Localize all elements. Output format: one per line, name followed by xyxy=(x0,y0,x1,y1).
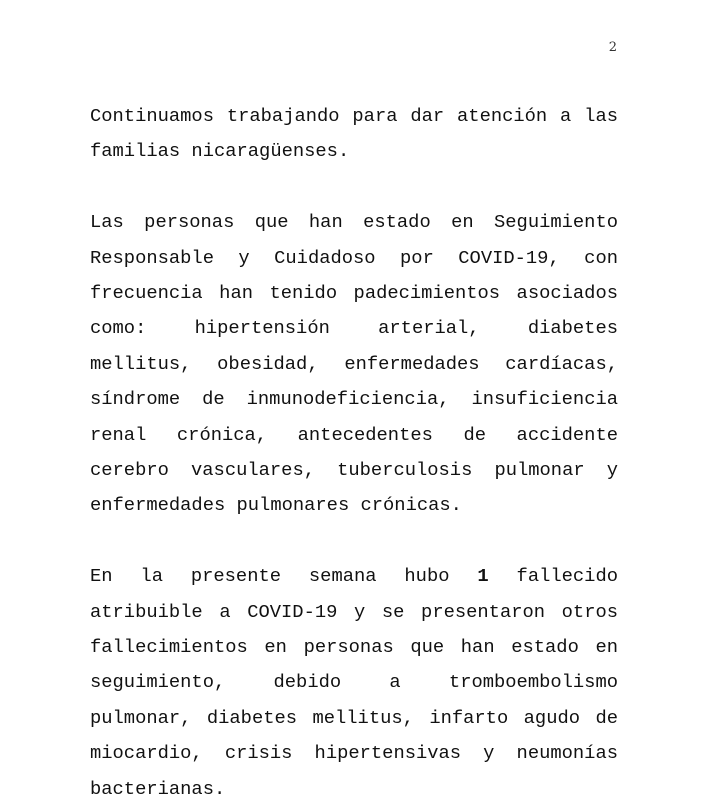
paragraph-deaths xyxy=(90,559,618,807)
death-count: 1 xyxy=(477,565,489,588)
deaths-text-start: En la presente semana hubo xyxy=(90,565,478,588)
page-number: 2 xyxy=(608,40,617,55)
paragraph-intro: Continuamos trabajando para dar atención a las familias nicaragüenses. xyxy=(90,105,618,163)
document-body xyxy=(90,99,618,807)
paragraph-comorbidities: Las personas que han estado en Seguimiento Responsable y Cuidadoso por COVID-19, con frecuencia han tenido padecimientos asociados como: hipertensión arterial, diabetes mellitus, obesidad, enfermedades cardíacas, síndrome de inmunodeficiencia, insuficiencia renal crónica, antecedentes de accidente cerebro vasculares, tuberculosis pulmonar y enfermedades pulmonares crónicas. xyxy=(90,211,618,517)
deaths-text-end: fallecido atribuible a COVID-19 y se presentaron otros fallecimientos en personas que han estado en seguimiento, debido a tromboembolismo pulmonar, diabetes mellitus, infarto agudo de miocardio, crisis hipertensivas y neumonías bacterianas. xyxy=(90,565,618,800)
